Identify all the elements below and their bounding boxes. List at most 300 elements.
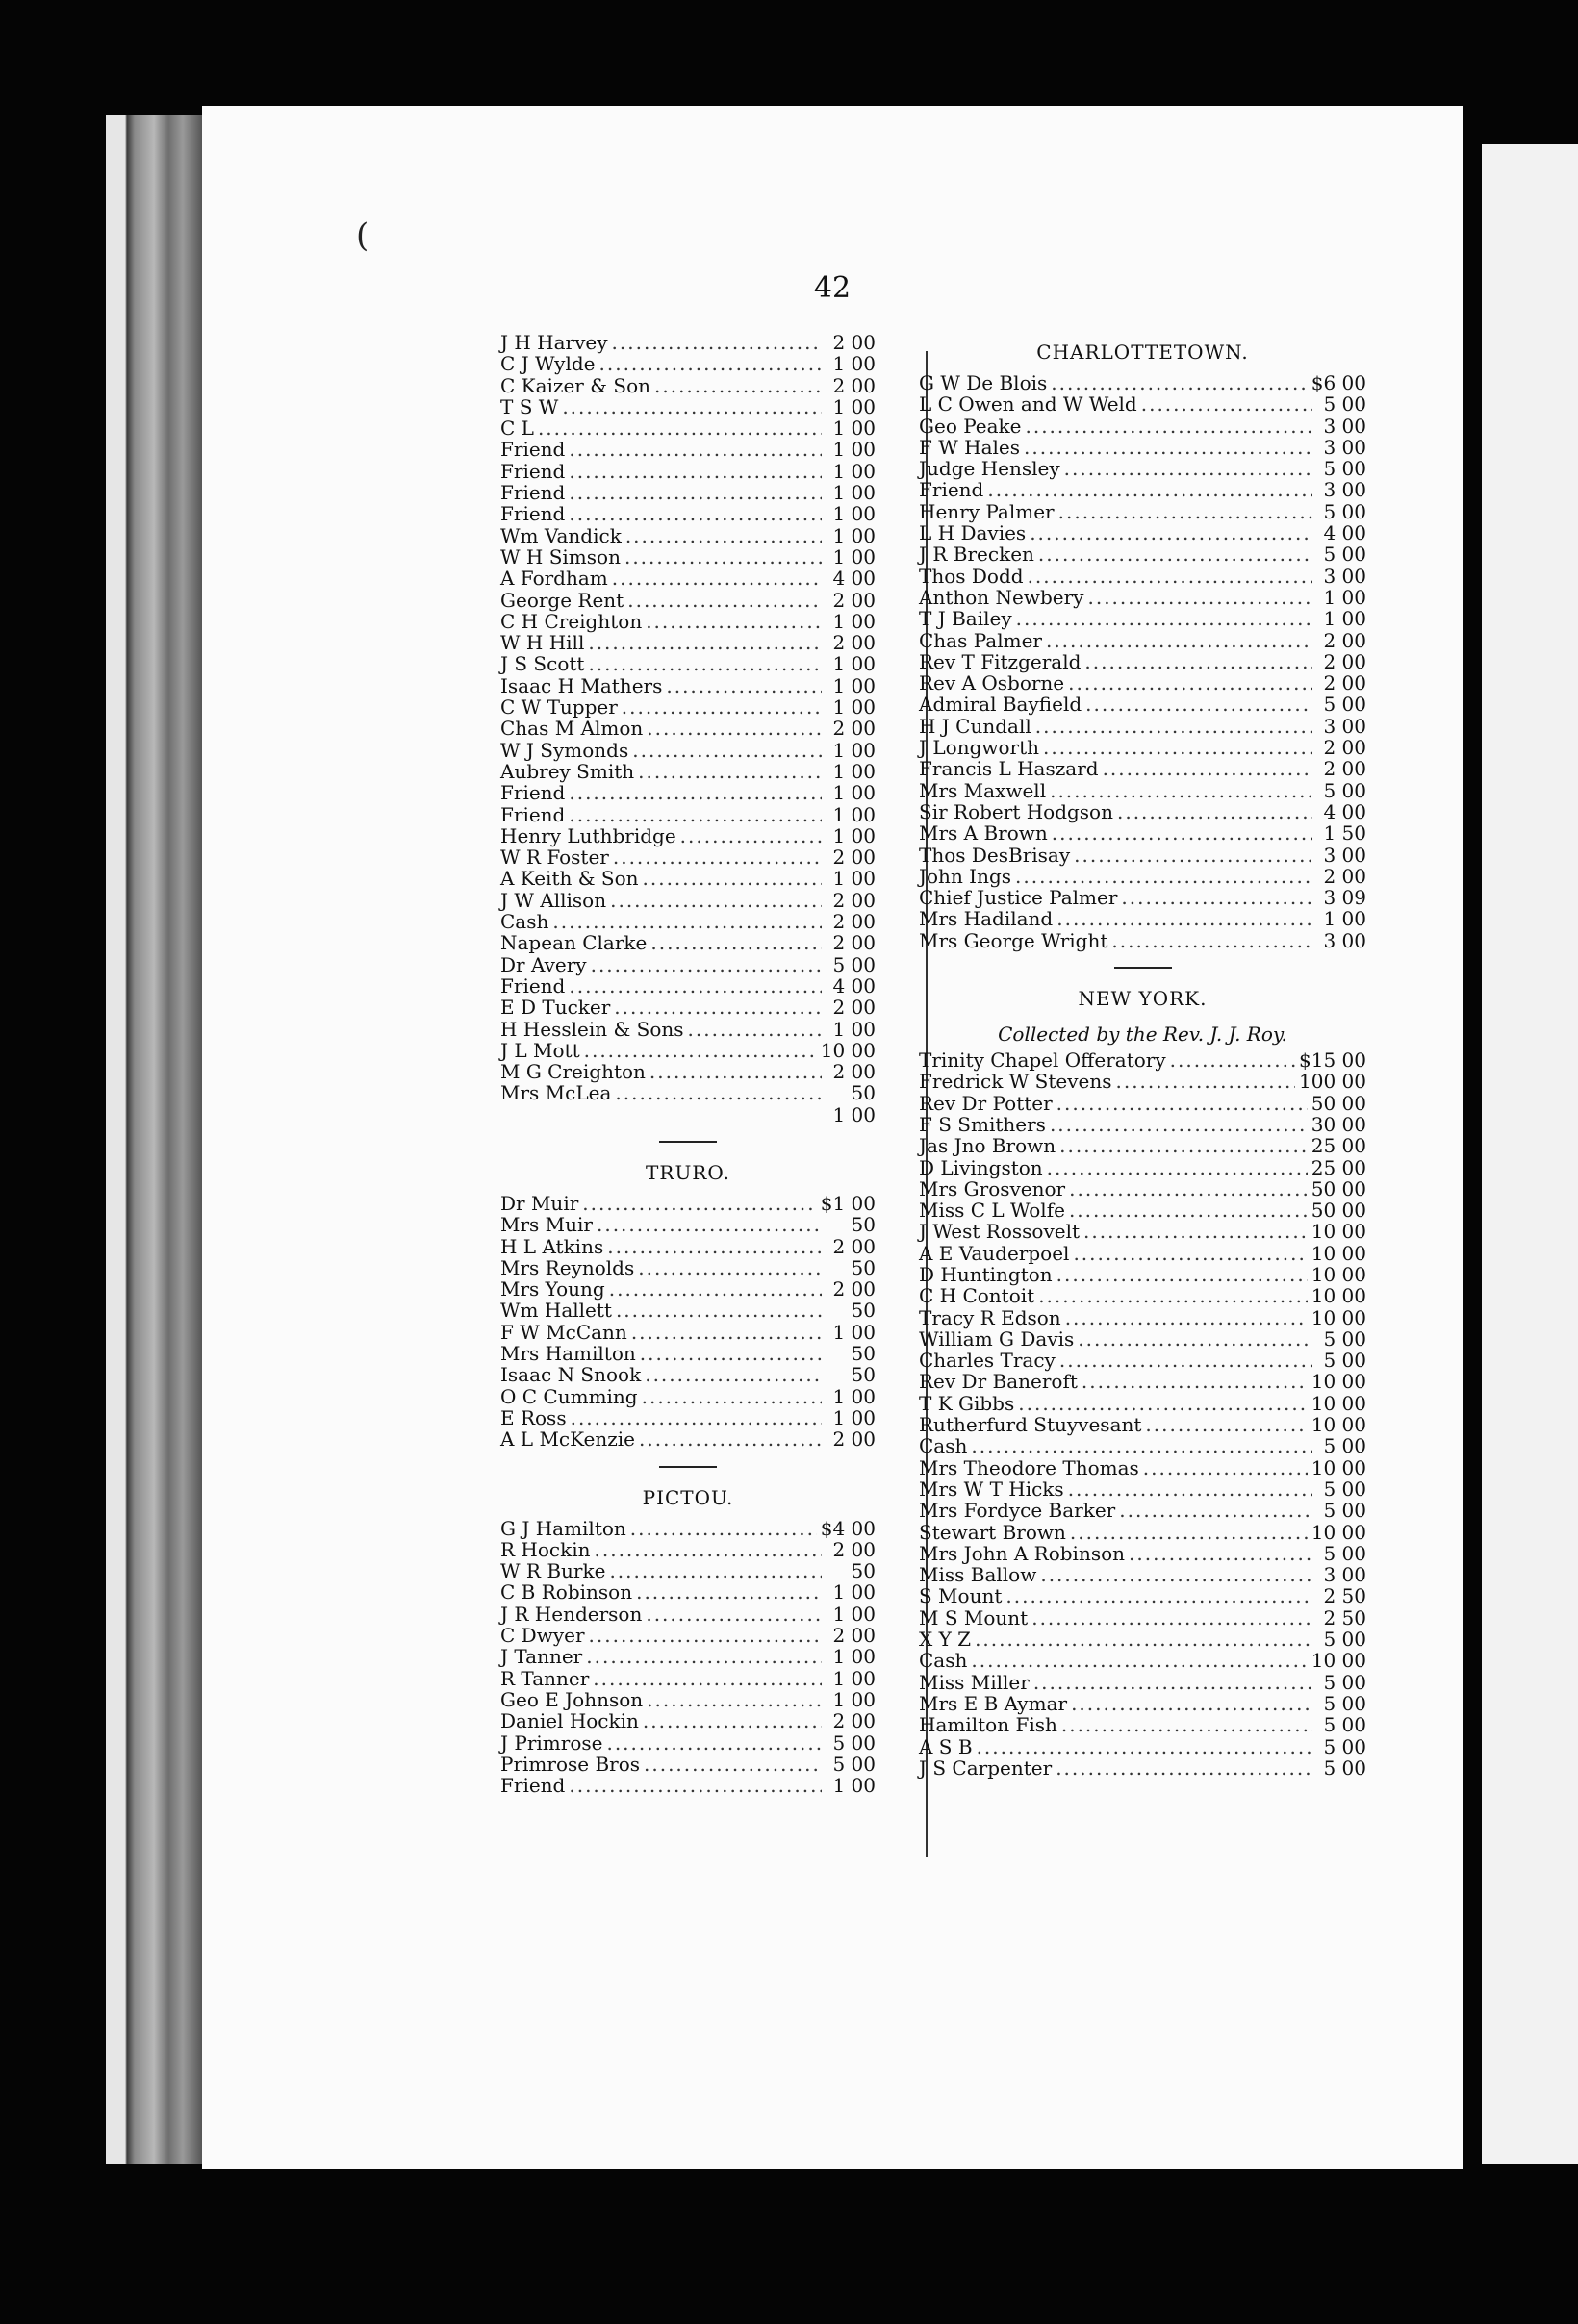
dot-leader xyxy=(1030,522,1312,543)
dot-leader xyxy=(666,675,822,696)
list-item xyxy=(919,479,1366,500)
entry-name: W R Burke xyxy=(500,1559,606,1583)
right-column xyxy=(919,332,1366,1779)
entry-amount: 2 00 xyxy=(832,846,876,870)
entry-amount: 2 00 xyxy=(832,1537,876,1561)
entry-name: E D Tucker xyxy=(500,996,611,1020)
section-heading-charlottetown: CHARLOTTETOWN. xyxy=(1036,341,1249,364)
dot-leader xyxy=(625,525,822,546)
entry-amount: 1 00 xyxy=(832,1320,876,1344)
dot-leader xyxy=(971,1650,1307,1671)
entry-amount: 50 xyxy=(851,1559,876,1583)
dot-leader xyxy=(1015,866,1312,887)
entry-name: Mrs George Wright xyxy=(919,928,1108,952)
entry-name: L C Owen and W Weld xyxy=(919,392,1137,417)
list-item xyxy=(500,932,876,953)
entry-amount: 1 00 xyxy=(832,1580,876,1604)
entry-amount: $6 00 xyxy=(1311,371,1366,394)
entry-name: O C Cumming xyxy=(500,1384,638,1408)
entry-amount: 1 00 xyxy=(832,1384,876,1408)
dot-leader xyxy=(650,932,822,953)
dot-leader xyxy=(1051,372,1307,393)
dot-leader xyxy=(589,1625,822,1646)
dot-leader xyxy=(606,1732,822,1754)
dot-leader xyxy=(591,954,822,975)
entry-amount: 10 00 xyxy=(1311,1305,1366,1329)
book-spine-edge xyxy=(106,115,202,2164)
list-item xyxy=(500,1428,876,1450)
entry-amount: 5 00 xyxy=(1323,693,1366,717)
entry-amount: 10 00 xyxy=(1311,1520,1366,1544)
list-item xyxy=(919,1650,1366,1671)
entry-amount: 1 00 xyxy=(832,523,876,547)
dot-leader xyxy=(1056,1757,1312,1779)
charlottetown-entry-list xyxy=(919,372,1366,951)
entry-amount: 5 00 xyxy=(1323,1326,1366,1351)
dot-leader xyxy=(1038,1285,1308,1306)
entry-name: C Dwyer xyxy=(500,1624,585,1648)
entry-name: W H Simson xyxy=(500,544,621,568)
list-item xyxy=(919,822,1366,844)
entry-amount: 2 00 xyxy=(832,588,876,612)
entry-name: Cash xyxy=(919,1434,968,1458)
entry-amount: 1 00 xyxy=(832,438,876,462)
dot-leader xyxy=(571,1407,822,1428)
entry-name: Dr Avery xyxy=(500,952,587,976)
dot-leader xyxy=(1145,1414,1307,1435)
entry-name: Friend xyxy=(500,1774,566,1798)
list-item xyxy=(500,1082,876,1103)
list-item xyxy=(500,1214,876,1235)
entry-amount: 1 00 xyxy=(832,867,876,891)
entry-name: Tracy R Edson xyxy=(919,1305,1061,1329)
list-item xyxy=(500,1300,876,1321)
dot-leader xyxy=(975,1629,1312,1650)
dot-leader xyxy=(593,1668,822,1689)
entry-name: Anthon Newbery xyxy=(919,585,1084,609)
list-item xyxy=(919,1500,1366,1521)
entry-amount: 10 00 xyxy=(1311,1391,1366,1415)
dot-leader xyxy=(640,1343,822,1364)
list-item xyxy=(919,1478,1366,1500)
entry-name: G J Hamilton xyxy=(500,1516,626,1540)
entry-name: Dr Muir xyxy=(500,1191,579,1215)
list-item xyxy=(919,1714,1366,1735)
entry-amount: 3 00 xyxy=(1323,435,1366,459)
list-item xyxy=(919,887,1366,908)
entry-amount: 5 00 xyxy=(1323,1499,1366,1523)
entry-name: M S Mount xyxy=(919,1605,1029,1629)
list-item xyxy=(500,1689,876,1710)
entry-name: H Hesslein & Sons xyxy=(500,1017,684,1041)
list-item xyxy=(919,416,1366,437)
entry-amount: 1 00 xyxy=(832,695,876,720)
entry-amount: 2 00 xyxy=(832,717,876,741)
entry-name: Friend xyxy=(500,781,566,805)
entry-amount: 3 00 xyxy=(1323,843,1366,867)
list-item xyxy=(500,503,876,524)
entry-name: Chas Palmer xyxy=(919,628,1042,652)
list-item xyxy=(919,522,1366,543)
dot-leader xyxy=(622,696,822,718)
entry-amount: 1 00 xyxy=(832,1017,876,1041)
entry-amount: 2 00 xyxy=(1323,864,1366,888)
entry-name: Mrs Muir xyxy=(500,1213,593,1237)
dot-leader xyxy=(647,718,822,739)
list-item xyxy=(919,716,1366,737)
entry-amount: 5 00 xyxy=(1323,1756,1366,1780)
entry-name: Mrs McLea xyxy=(500,1081,612,1105)
entry-amount: 25 00 xyxy=(1311,1134,1366,1158)
entry-amount: 1 00 xyxy=(832,459,876,483)
entry-name: C W Tupper xyxy=(500,695,618,720)
section-subtitle-new-york: Collected by the Rev. J. J. Roy. xyxy=(998,1023,1287,1047)
entry-name: Mrs Hamilton xyxy=(500,1342,636,1366)
entry-name: Rev Dr Potter xyxy=(919,1091,1053,1115)
entry-amount: 5 00 xyxy=(1323,543,1366,567)
list-item xyxy=(500,439,876,460)
entry-amount: 2 00 xyxy=(832,1427,876,1452)
entry-amount: 3 00 xyxy=(1323,414,1366,438)
list-item xyxy=(500,568,876,589)
entry-name: J S Carpenter xyxy=(919,1756,1053,1780)
entry-name: Wm Hallett xyxy=(500,1299,612,1323)
dot-leader xyxy=(1074,845,1312,866)
list-item xyxy=(500,1539,876,1560)
entry-name: Friend xyxy=(500,973,566,998)
entry-name: F W McCann xyxy=(500,1320,627,1344)
entry-amount: 4 00 xyxy=(1323,521,1366,545)
dot-leader xyxy=(569,804,822,825)
dot-leader xyxy=(643,868,823,889)
entry-name: F S Smithers xyxy=(919,1112,1046,1136)
entry-name: Fredrick W Stevens xyxy=(919,1070,1112,1094)
entry-name: J S Scott xyxy=(500,652,585,676)
dot-leader xyxy=(646,1604,822,1625)
entry-name: F W Hales xyxy=(919,435,1021,459)
entry-amount: 5 00 xyxy=(1323,1477,1366,1501)
dot-leader xyxy=(647,1689,822,1710)
dot-leader xyxy=(562,396,822,417)
list-item xyxy=(919,1350,1366,1371)
dot-leader xyxy=(688,1019,822,1040)
dot-leader xyxy=(1035,716,1312,737)
dot-leader xyxy=(645,1364,822,1385)
entry-name: X Y Z xyxy=(919,1628,972,1652)
entry-amount: 10 00 xyxy=(1311,1455,1366,1479)
list-item xyxy=(919,1607,1366,1629)
list-item xyxy=(500,1386,876,1407)
entry-name: J Longworth xyxy=(919,736,1040,760)
dot-leader xyxy=(1025,416,1312,437)
entry-amount: 1 00 xyxy=(832,652,876,676)
entry-amount: 1 00 xyxy=(832,802,876,826)
dot-leader xyxy=(569,482,822,503)
entry-name: Stewart Brown xyxy=(919,1520,1066,1544)
entry-amount: 5 00 xyxy=(1323,457,1366,481)
entry-amount: 2 00 xyxy=(832,331,876,354)
entry-amount: 1 00 xyxy=(832,673,876,697)
entry-name: R Hockin xyxy=(500,1537,591,1561)
dot-leader xyxy=(569,1775,822,1796)
entry-name: Geo E Johnson xyxy=(500,1687,644,1711)
section-divider xyxy=(1114,967,1172,969)
list-item xyxy=(919,630,1366,651)
entry-amount: 25 00 xyxy=(1311,1155,1366,1179)
dot-leader xyxy=(1121,887,1312,908)
dot-leader xyxy=(569,439,822,460)
dot-leader xyxy=(642,1386,822,1407)
entry-name: Miss Ballow xyxy=(919,1563,1037,1587)
dot-leader xyxy=(1052,822,1312,844)
entry-amount: 50 xyxy=(851,1213,876,1237)
entry-amount: 1 00 xyxy=(1323,585,1366,609)
list-item xyxy=(919,1264,1366,1285)
entry-amount: 10 00 xyxy=(1311,1413,1366,1437)
left-column xyxy=(500,332,876,1796)
entry-name: Friend xyxy=(919,478,984,502)
entry-name: Mrs Hadiland xyxy=(919,907,1054,931)
entry-amount: 2 00 xyxy=(832,1060,876,1084)
list-item xyxy=(919,1328,1366,1350)
entry-amount: 3 00 xyxy=(1323,1563,1366,1587)
entry-amount: 3 00 xyxy=(1323,714,1366,738)
entry-amount: 1 00 xyxy=(832,1666,876,1690)
entry-amount: 10 00 xyxy=(1311,1649,1366,1673)
entry-name: Rutherfurd Stuyvesant xyxy=(919,1413,1142,1437)
entry-amount: 5 00 xyxy=(1323,1734,1366,1758)
dot-leader xyxy=(1040,1564,1312,1585)
list-item xyxy=(919,1414,1366,1435)
dot-leader xyxy=(649,1061,822,1082)
entry-amount: 100 00 xyxy=(1299,1070,1366,1094)
list-item xyxy=(919,1629,1366,1650)
entry-name: J W Allison xyxy=(500,888,607,912)
list-item xyxy=(500,1518,876,1539)
entry-amount: 2 00 xyxy=(832,888,876,912)
entry-amount: 3 00 xyxy=(1323,928,1366,952)
list-item xyxy=(919,393,1366,415)
entry-amount: 1 00 xyxy=(832,609,876,633)
entry-amount: 2 50 xyxy=(1323,1584,1366,1608)
list-item xyxy=(919,372,1366,393)
list-item xyxy=(919,1157,1366,1178)
dot-leader xyxy=(569,461,822,482)
entry-name: J L Mott xyxy=(500,1038,580,1062)
entry-amount: 10 00 xyxy=(1311,1241,1366,1265)
list-item xyxy=(919,651,1366,672)
dot-leader xyxy=(1028,566,1312,587)
list-item xyxy=(500,1193,876,1214)
entry-name: C J Wylde xyxy=(500,352,596,376)
list-item xyxy=(919,672,1366,694)
list-item xyxy=(500,954,876,975)
list-item xyxy=(919,1457,1366,1478)
entry-name: L H Davies xyxy=(919,521,1027,545)
list-item xyxy=(500,1604,876,1625)
entry-amount: 1 50 xyxy=(1323,821,1366,846)
dot-leader xyxy=(1068,672,1312,694)
entry-name: William G Davis xyxy=(919,1326,1075,1351)
list-item xyxy=(919,1564,1366,1585)
entry-name: H L Atkins xyxy=(500,1234,604,1258)
entry-name: Chief Justice Palmer xyxy=(919,886,1118,910)
dot-leader xyxy=(1050,780,1312,801)
dot-leader xyxy=(615,1082,822,1103)
list-item xyxy=(500,396,876,417)
entry-name: Mrs Reynolds xyxy=(500,1255,635,1279)
entry-amount: 50 00 xyxy=(1311,1176,1366,1200)
entry-name: D Livingston xyxy=(919,1155,1043,1179)
entry-name: Napean Clarke xyxy=(500,931,648,955)
entry-name: Mrs Young xyxy=(500,1277,605,1301)
entry-amount: 50 xyxy=(851,1342,876,1366)
list-item xyxy=(500,353,876,374)
entry-name: C Kaizer & Son xyxy=(500,373,650,397)
entry-amount: 5 00 xyxy=(832,1730,876,1755)
entry-amount: 5 00 xyxy=(1323,1541,1366,1565)
dot-leader xyxy=(1070,1522,1308,1543)
entry-name: W H Hill xyxy=(500,631,585,655)
dot-leader xyxy=(644,1754,822,1775)
list-item xyxy=(919,1543,1366,1564)
dot-leader xyxy=(654,375,822,396)
entry-amount: 1 00 xyxy=(832,781,876,805)
entry-amount: 1 00 xyxy=(832,1645,876,1669)
entry-name: Mrs Theodore Thomas xyxy=(919,1455,1139,1479)
entry-name: J R Brecken xyxy=(919,543,1034,567)
entry-name: Miss C L Wolfe xyxy=(919,1199,1065,1223)
dot-leader xyxy=(582,1193,816,1214)
entry-name: A E Vauderpoel xyxy=(919,1241,1070,1265)
dot-leader xyxy=(1059,1135,1308,1156)
dot-leader xyxy=(1115,1071,1295,1092)
entry-name: Miss Miller xyxy=(919,1670,1030,1694)
list-item xyxy=(500,1061,876,1082)
list-item xyxy=(500,1560,876,1581)
entry-amount: 3 00 xyxy=(1323,478,1366,502)
entry-amount: 1 00 xyxy=(832,1102,876,1126)
dot-leader xyxy=(1046,630,1312,651)
list-item xyxy=(500,1732,876,1754)
dot-leader xyxy=(639,1428,822,1450)
dot-leader xyxy=(586,1646,822,1667)
dot-leader xyxy=(1031,1607,1312,1629)
list-item xyxy=(919,866,1366,887)
dot-leader xyxy=(612,568,822,589)
adjacent-page-edge xyxy=(1482,144,1578,2164)
entry-name: C H Contoit xyxy=(919,1284,1035,1308)
entry-amount: 1 00 xyxy=(832,1774,876,1798)
dot-leader xyxy=(646,611,822,632)
list-item xyxy=(500,1625,876,1646)
dot-leader xyxy=(597,1214,822,1235)
dot-leader xyxy=(1071,1693,1312,1714)
list-item xyxy=(500,911,876,932)
entry-amount: 10 00 xyxy=(1311,1220,1366,1244)
list-item xyxy=(919,845,1366,866)
list-item xyxy=(919,1522,1366,1543)
entry-amount: 4 00 xyxy=(1323,799,1366,823)
entry-name: Mrs Fordyce Barker xyxy=(919,1499,1116,1523)
dot-leader xyxy=(1068,1478,1312,1500)
list-item xyxy=(919,608,1366,629)
list-item xyxy=(500,525,876,546)
list-item xyxy=(919,1178,1366,1200)
entry-name: A Keith & Son xyxy=(500,867,639,891)
entry-name: Mrs Grosvenor xyxy=(919,1176,1066,1200)
entry-amount: $1 00 xyxy=(820,1191,876,1215)
dot-leader xyxy=(638,761,822,782)
dot-leader xyxy=(1056,1093,1308,1114)
dot-leader xyxy=(680,825,822,846)
list-item xyxy=(500,718,876,739)
dot-leader xyxy=(636,1581,822,1603)
entry-name: Francis L Haszard xyxy=(919,757,1099,781)
list-item xyxy=(500,675,876,696)
entry-name: A S B xyxy=(919,1734,973,1758)
dot-leader xyxy=(643,1710,822,1731)
list-item xyxy=(500,1646,876,1667)
entry-amount: 2 50 xyxy=(1323,1605,1366,1629)
entry-amount: 5 00 xyxy=(1323,499,1366,523)
list-item xyxy=(500,1257,876,1278)
list-item xyxy=(919,501,1366,522)
entry-name: J R Henderson xyxy=(500,1602,643,1626)
entry-name: Aubrey Smith xyxy=(500,759,635,783)
dot-leader xyxy=(616,1300,822,1321)
section-heading-pictou: PICTOU. xyxy=(642,1485,734,1509)
entry-name: John Ings xyxy=(919,864,1012,888)
list-item xyxy=(500,590,876,611)
list-item xyxy=(919,1757,1366,1779)
entry-amount: 50 xyxy=(851,1299,876,1323)
entry-amount: 2 00 xyxy=(832,373,876,397)
list-item xyxy=(919,543,1366,565)
list-item xyxy=(500,461,876,482)
entry-amount: 1 00 xyxy=(1323,607,1366,631)
entry-amount: 1 00 xyxy=(832,417,876,441)
dot-leader xyxy=(1059,1350,1312,1371)
list-item xyxy=(919,1307,1366,1328)
list-item xyxy=(500,546,876,568)
entry-name: Admiral Bayfield xyxy=(919,693,1082,717)
entry-amount: 5 00 xyxy=(1323,392,1366,417)
entry-name: Mrs Maxwell xyxy=(919,778,1047,802)
entry-amount: 2 00 xyxy=(832,996,876,1020)
entry-name: G W De Blois xyxy=(919,371,1048,394)
entry-amount: 3 09 xyxy=(1323,886,1366,910)
list-item xyxy=(919,587,1366,608)
dot-leader xyxy=(1141,393,1312,415)
entry-name: Rev Dr Baneroft xyxy=(919,1370,1078,1394)
dot-leader xyxy=(632,740,822,761)
entry-name: Henry Luthbridge xyxy=(500,823,676,847)
dot-leader xyxy=(1111,930,1312,951)
list-item xyxy=(919,1071,1366,1092)
dot-leader xyxy=(552,911,822,932)
dot-leader xyxy=(1016,608,1312,629)
list-item xyxy=(919,1371,1366,1392)
dot-leader xyxy=(599,353,823,374)
list-item xyxy=(919,780,1366,801)
list-item xyxy=(500,1407,876,1428)
entry-amount: 30 00 xyxy=(1311,1112,1366,1136)
entry-name: Mrs W T Hicks xyxy=(919,1477,1064,1501)
entry-name: Wm Vandick xyxy=(500,523,622,547)
list-item xyxy=(919,930,1366,951)
entry-name: A L McKenzie xyxy=(500,1427,636,1452)
